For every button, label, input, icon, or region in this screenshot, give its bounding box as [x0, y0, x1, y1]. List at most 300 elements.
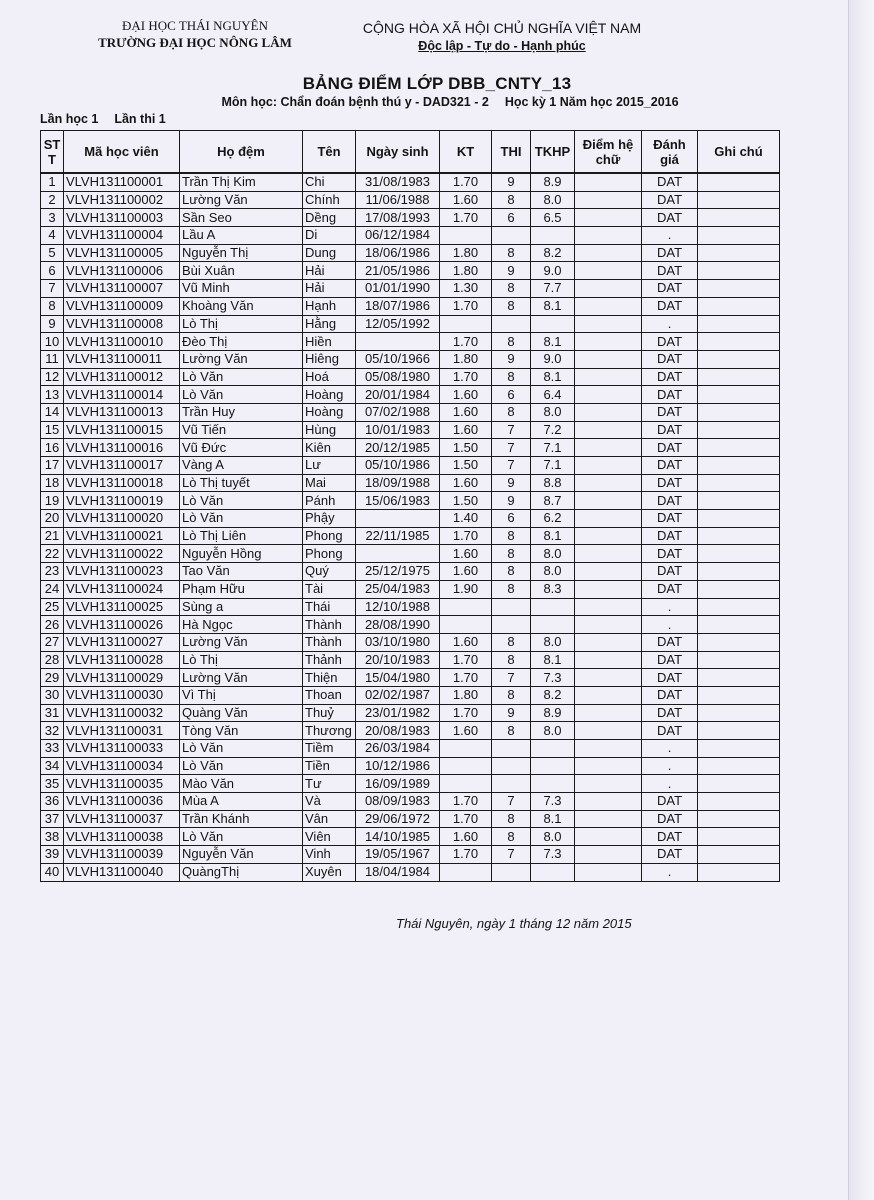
cell-student-id: VLVH131100023 [64, 563, 180, 581]
cell-stt: 5 [41, 244, 64, 262]
cell-note [698, 651, 780, 669]
cell-student-id: VLVH131100021 [64, 527, 180, 545]
cell-first-name: Phậy [303, 510, 356, 528]
cell-stt: 1 [41, 173, 64, 191]
cell-last-name: Lường Văn [180, 191, 303, 209]
cell-stt: 8 [41, 297, 64, 315]
cell-note [698, 297, 780, 315]
cell-last-name: Lường Văn [180, 633, 303, 651]
col-header: Họ đệm [180, 131, 303, 174]
col-header: Điểm hệ chữ [575, 131, 642, 174]
cell-birth-date: 19/05/1967 [356, 846, 440, 864]
subject-name: Môn học: Chẩn đoán bệnh thú y - DAD321 - 2 [221, 95, 489, 109]
cell-thi [492, 863, 531, 881]
cell-evaluation: DAT [642, 280, 698, 298]
table-row [41, 580, 780, 598]
table-row [41, 510, 780, 528]
cell-stt: 24 [41, 580, 64, 598]
cell-kt: 1.70 [440, 297, 492, 315]
cell-letter-grade [575, 403, 642, 421]
cell-letter-grade [575, 297, 642, 315]
cell-stt: 4 [41, 227, 64, 245]
cell-kt: 1.70 [440, 810, 492, 828]
cell-tkhp: 8.3 [531, 580, 575, 598]
cell-thi: 7 [492, 421, 531, 439]
col-header: Tên [303, 131, 356, 174]
cell-student-id: VLVH131100036 [64, 793, 180, 811]
cell-tkhp: 6.5 [531, 209, 575, 227]
cell-last-name: Lò Văn [180, 757, 303, 775]
cell-first-name: Thành [303, 633, 356, 651]
cell-student-id: VLVH131100007 [64, 280, 180, 298]
cell-birth-date [356, 510, 440, 528]
cell-birth-date: 22/11/1985 [356, 527, 440, 545]
cell-evaluation: DAT [642, 527, 698, 545]
cell-evaluation: DAT [642, 492, 698, 510]
cell-student-id: VLVH131100015 [64, 421, 180, 439]
cell-evaluation: DAT [642, 704, 698, 722]
cell-kt: 1.60 [440, 191, 492, 209]
cell-tkhp [531, 598, 575, 616]
cell-letter-grade [575, 616, 642, 634]
table-row [41, 297, 780, 315]
table-row [41, 828, 780, 846]
cell-tkhp: 9.0 [531, 262, 575, 280]
page-edge [848, 0, 874, 1200]
cell-thi: 7 [492, 793, 531, 811]
cell-kt: 1.80 [440, 262, 492, 280]
cell-stt: 38 [41, 828, 64, 846]
cell-thi: 8 [492, 545, 531, 563]
col-header: Ngày sinh [356, 131, 440, 174]
cell-thi: 9 [492, 262, 531, 280]
cell-birth-date: 31/08/1983 [356, 173, 440, 191]
cell-birth-date: 17/08/1993 [356, 209, 440, 227]
cell-student-id: VLVH131100040 [64, 863, 180, 881]
cell-stt: 12 [41, 368, 64, 386]
cell-kt [440, 740, 492, 758]
cell-student-id: VLVH131100013 [64, 403, 180, 421]
table-row [41, 368, 780, 386]
cell-note [698, 403, 780, 421]
cell-note [698, 740, 780, 758]
cell-note [698, 757, 780, 775]
cell-evaluation: DAT [642, 810, 698, 828]
exam-attempt: Lần thi 1 [114, 112, 166, 126]
cell-birth-date: 10/01/1983 [356, 421, 440, 439]
table-row [41, 598, 780, 616]
cell-evaluation: DAT [642, 368, 698, 386]
cell-first-name: Vinh [303, 846, 356, 864]
cell-kt [440, 315, 492, 333]
cell-birth-date: 26/03/1984 [356, 740, 440, 758]
cell-first-name: Hùng [303, 421, 356, 439]
cell-letter-grade [575, 492, 642, 510]
cell-note [698, 510, 780, 528]
cell-letter-grade [575, 793, 642, 811]
cell-last-name: Trần Huy [180, 403, 303, 421]
cell-letter-grade [575, 775, 642, 793]
cell-first-name: Thương [303, 722, 356, 740]
cell-evaluation: DAT [642, 722, 698, 740]
cell-birth-date: 15/06/1983 [356, 492, 440, 510]
cell-student-id: VLVH131100034 [64, 757, 180, 775]
nation-name: CỘNG HÒA XÃ HỘI CHỦ NGHĨA VIỆT NAM [362, 20, 642, 36]
cell-first-name: Xuyên [303, 863, 356, 881]
table-row [41, 651, 780, 669]
table-row [41, 810, 780, 828]
table-row [41, 315, 780, 333]
cell-note [698, 527, 780, 545]
cell-first-name: Tư [303, 775, 356, 793]
cell-stt: 18 [41, 474, 64, 492]
cell-last-name: Lò Thị Liên [180, 527, 303, 545]
cell-student-id: VLVH131100016 [64, 439, 180, 457]
cell-evaluation: DAT [642, 191, 698, 209]
cell-note [698, 669, 780, 687]
cell-first-name: Dềng [303, 209, 356, 227]
cell-evaluation: DAT [642, 563, 698, 581]
cell-note [698, 686, 780, 704]
cell-birth-date: 28/08/1990 [356, 616, 440, 634]
cell-tkhp [531, 740, 575, 758]
cell-tkhp [531, 315, 575, 333]
cell-letter-grade [575, 810, 642, 828]
cell-kt: 1.70 [440, 793, 492, 811]
cell-student-id: VLVH131100004 [64, 227, 180, 245]
cell-birth-date: 03/10/1980 [356, 633, 440, 651]
cell-note [698, 439, 780, 457]
table-row [41, 227, 780, 245]
cell-student-id: VLVH131100039 [64, 846, 180, 864]
cell-letter-grade [575, 633, 642, 651]
cell-thi: 8 [492, 191, 531, 209]
cell-last-name: Trần Khánh [180, 810, 303, 828]
cell-first-name: Tiền [303, 757, 356, 775]
table-row [41, 686, 780, 704]
cell-letter-grade [575, 686, 642, 704]
cell-tkhp: 8.0 [531, 403, 575, 421]
cell-tkhp: 8.0 [531, 633, 575, 651]
cell-birth-date: 15/04/1980 [356, 669, 440, 687]
cell-student-id: VLVH131100035 [64, 775, 180, 793]
cell-note [698, 810, 780, 828]
cell-thi: 8 [492, 580, 531, 598]
cell-stt: 2 [41, 191, 64, 209]
cell-note [698, 863, 780, 881]
cell-stt: 7 [41, 280, 64, 298]
cell-kt: 1.60 [440, 403, 492, 421]
cell-student-id: VLVH131100038 [64, 828, 180, 846]
cell-kt: 1.80 [440, 244, 492, 262]
document-title: BẢNG ĐIỂM LỚP DBB_CNTY_13 [302, 74, 572, 93]
national-header [352, 19, 652, 55]
cell-letter-grade [575, 598, 642, 616]
cell-last-name: Lường Văn [180, 669, 303, 687]
cell-note [698, 386, 780, 404]
col-header: THI [492, 131, 531, 174]
cell-stt: 9 [41, 315, 64, 333]
cell-kt [440, 775, 492, 793]
cell-letter-grade [575, 545, 642, 563]
cell-tkhp: 8.7 [531, 492, 575, 510]
cell-evaluation: DAT [642, 333, 698, 351]
cell-last-name: Vũ Minh [180, 280, 303, 298]
cell-kt [440, 757, 492, 775]
cell-stt: 17 [41, 457, 64, 475]
cell-first-name: Hoàng [303, 403, 356, 421]
table-row [41, 775, 780, 793]
term-info: Học kỳ 1 Năm học 2015_2016 [504, 95, 679, 109]
cell-thi [492, 757, 531, 775]
cell-last-name: Nguyễn Thị [180, 244, 303, 262]
cell-birth-date: 18/04/1984 [356, 863, 440, 881]
cell-birth-date: 05/08/1980 [356, 368, 440, 386]
cell-note [698, 227, 780, 245]
cell-birth-date [356, 333, 440, 351]
cell-note [698, 492, 780, 510]
cell-note [698, 563, 780, 581]
table-row [41, 421, 780, 439]
cell-note [698, 846, 780, 864]
cell-thi: 8 [492, 297, 531, 315]
cell-evaluation: DAT [642, 793, 698, 811]
cell-evaluation: DAT [642, 669, 698, 687]
cell-thi: 7 [492, 669, 531, 687]
cell-kt: 1.60 [440, 474, 492, 492]
cell-note [698, 580, 780, 598]
cell-note [698, 545, 780, 563]
cell-tkhp: 7.3 [531, 793, 575, 811]
cell-first-name: Mai [303, 474, 356, 492]
cell-stt: 25 [41, 598, 64, 616]
cell-evaluation: DAT [642, 686, 698, 704]
cell-birth-date: 12/05/1992 [356, 315, 440, 333]
cell-evaluation: DAT [642, 244, 698, 262]
cell-first-name: Dung [303, 244, 356, 262]
cell-tkhp: 7.1 [531, 439, 575, 457]
cell-tkhp: 8.2 [531, 244, 575, 262]
cell-first-name: Thành [303, 616, 356, 634]
cell-student-id: VLVH131100017 [64, 457, 180, 475]
cell-last-name: Phạm Hữu [180, 580, 303, 598]
cell-stt: 6 [41, 262, 64, 280]
cell-last-name: Sần Seo [180, 209, 303, 227]
cell-stt: 10 [41, 333, 64, 351]
cell-last-name: Vũ Tiến [180, 421, 303, 439]
cell-thi [492, 740, 531, 758]
cell-last-name: Vì Thị [180, 686, 303, 704]
cell-stt: 30 [41, 686, 64, 704]
cell-tkhp: 8.2 [531, 686, 575, 704]
cell-last-name: Lò Văn [180, 828, 303, 846]
cell-kt [440, 227, 492, 245]
cell-student-id: VLVH131100037 [64, 810, 180, 828]
cell-thi: 8 [492, 527, 531, 545]
cell-thi: 9 [492, 492, 531, 510]
cell-evaluation: . [642, 775, 698, 793]
cell-first-name: Tài [303, 580, 356, 598]
table-row [41, 563, 780, 581]
cell-tkhp: 7.1 [531, 457, 575, 475]
cell-letter-grade [575, 315, 642, 333]
cell-last-name: Tòng Văn [180, 722, 303, 740]
cell-tkhp: 8.1 [531, 651, 575, 669]
cell-evaluation: DAT [642, 297, 698, 315]
cell-first-name: Thuỷ [303, 704, 356, 722]
cell-tkhp: 8.1 [531, 368, 575, 386]
cell-thi: 9 [492, 350, 531, 368]
cell-note [698, 457, 780, 475]
grades-body [41, 173, 780, 881]
cell-evaluation: . [642, 227, 698, 245]
table-row [41, 633, 780, 651]
table-row [41, 793, 780, 811]
cell-kt [440, 863, 492, 881]
cell-letter-grade [575, 368, 642, 386]
cell-letter-grade [575, 173, 642, 191]
cell-letter-grade [575, 510, 642, 528]
cell-first-name: Kiên [303, 439, 356, 457]
cell-note [698, 244, 780, 262]
cell-letter-grade [575, 350, 642, 368]
school-name: TRƯỜNG ĐẠI HỌC NÔNG LÂM [98, 35, 292, 50]
cell-letter-grade [575, 704, 642, 722]
cell-tkhp: 8.9 [531, 173, 575, 191]
table-row [41, 191, 780, 209]
table-row [41, 704, 780, 722]
cell-last-name: Nguyễn Văn [180, 846, 303, 864]
cell-birth-date: 25/04/1983 [356, 580, 440, 598]
cell-stt: 29 [41, 669, 64, 687]
cell-evaluation: DAT [642, 474, 698, 492]
cell-thi: 8 [492, 828, 531, 846]
cell-birth-date: 01/01/1990 [356, 280, 440, 298]
cell-thi: 7 [492, 439, 531, 457]
col-header: TKHP [531, 131, 575, 174]
cell-stt: 14 [41, 403, 64, 421]
table-row [41, 209, 780, 227]
cell-student-id: VLVH131100018 [64, 474, 180, 492]
cell-first-name: Pánh [303, 492, 356, 510]
cell-tkhp: 8.9 [531, 704, 575, 722]
cell-thi: 8 [492, 722, 531, 740]
cell-last-name: Lò Thị [180, 315, 303, 333]
cell-tkhp: 8.1 [531, 297, 575, 315]
table-row [41, 439, 780, 457]
cell-kt: 1.50 [440, 439, 492, 457]
cell-letter-grade [575, 722, 642, 740]
cell-evaluation: DAT [642, 209, 698, 227]
cell-tkhp [531, 757, 575, 775]
cell-stt: 15 [41, 421, 64, 439]
table-row [41, 616, 780, 634]
cell-last-name: Lò Văn [180, 386, 303, 404]
cell-tkhp: 8.0 [531, 722, 575, 740]
cell-last-name: Lò Thị tuyết [180, 474, 303, 492]
cell-thi: 9 [492, 474, 531, 492]
table-row [41, 527, 780, 545]
study-attempt: Lần học 1 [40, 112, 99, 126]
cell-letter-grade [575, 439, 642, 457]
cell-first-name: Thái [303, 598, 356, 616]
table-row [41, 333, 780, 351]
cell-kt [440, 616, 492, 634]
cell-evaluation: DAT [642, 651, 698, 669]
cell-letter-grade [575, 244, 642, 262]
cell-student-id: VLVH131100032 [64, 704, 180, 722]
cell-student-id: VLVH131100014 [64, 386, 180, 404]
cell-first-name: Hoá [303, 368, 356, 386]
cell-letter-grade [575, 527, 642, 545]
cell-note [698, 333, 780, 351]
cell-student-id: VLVH131100003 [64, 209, 180, 227]
attempt-line [40, 112, 182, 126]
cell-thi: 7 [492, 846, 531, 864]
cell-kt: 1.70 [440, 368, 492, 386]
cell-letter-grade [575, 863, 642, 881]
cell-stt: 33 [41, 740, 64, 758]
cell-last-name: QuàngThị [180, 863, 303, 881]
cell-thi: 6 [492, 386, 531, 404]
cell-last-name: Đèo Thị [180, 333, 303, 351]
cell-letter-grade [575, 333, 642, 351]
cell-kt: 1.30 [440, 280, 492, 298]
cell-birth-date: 25/12/1975 [356, 563, 440, 581]
cell-first-name: Hiêng [303, 350, 356, 368]
cell-first-name: Hạnh [303, 297, 356, 315]
cell-letter-grade [575, 262, 642, 280]
cell-last-name: Tao Văn [180, 563, 303, 581]
cell-note [698, 315, 780, 333]
grades-table [40, 130, 780, 882]
cell-last-name: Vàng A [180, 457, 303, 475]
cell-note [698, 775, 780, 793]
cell-letter-grade [575, 580, 642, 598]
cell-student-id: VLVH131100026 [64, 616, 180, 634]
cell-birth-date: 20/01/1984 [356, 386, 440, 404]
cell-stt: 31 [41, 704, 64, 722]
cell-first-name: Quý [303, 563, 356, 581]
cell-thi [492, 775, 531, 793]
cell-first-name: Tiềm [303, 740, 356, 758]
cell-tkhp: 8.1 [531, 810, 575, 828]
cell-last-name: Lầu A [180, 227, 303, 245]
table-row [41, 350, 780, 368]
cell-tkhp [531, 775, 575, 793]
footer-date: Thái Nguyên, ngày 1 tháng 12 năm 2015 [396, 916, 632, 931]
cell-student-id: VLVH131100012 [64, 368, 180, 386]
cell-birth-date: 18/07/1986 [356, 297, 440, 315]
cell-first-name: Viên [303, 828, 356, 846]
cell-kt: 1.70 [440, 333, 492, 351]
cell-note [698, 421, 780, 439]
cell-birth-date: 02/02/1987 [356, 686, 440, 704]
cell-birth-date: 29/06/1972 [356, 810, 440, 828]
cell-kt: 1.70 [440, 846, 492, 864]
cell-evaluation: DAT [642, 403, 698, 421]
cell-thi: 8 [492, 333, 531, 351]
cell-first-name: Hiền [303, 333, 356, 351]
cell-evaluation: . [642, 315, 698, 333]
cell-evaluation: DAT [642, 828, 698, 846]
cell-thi: 6 [492, 209, 531, 227]
cell-first-name: Lư [303, 457, 356, 475]
cell-thi: 9 [492, 704, 531, 722]
cell-last-name: Lường Văn [180, 350, 303, 368]
cell-stt: 26 [41, 616, 64, 634]
cell-letter-grade [575, 209, 642, 227]
